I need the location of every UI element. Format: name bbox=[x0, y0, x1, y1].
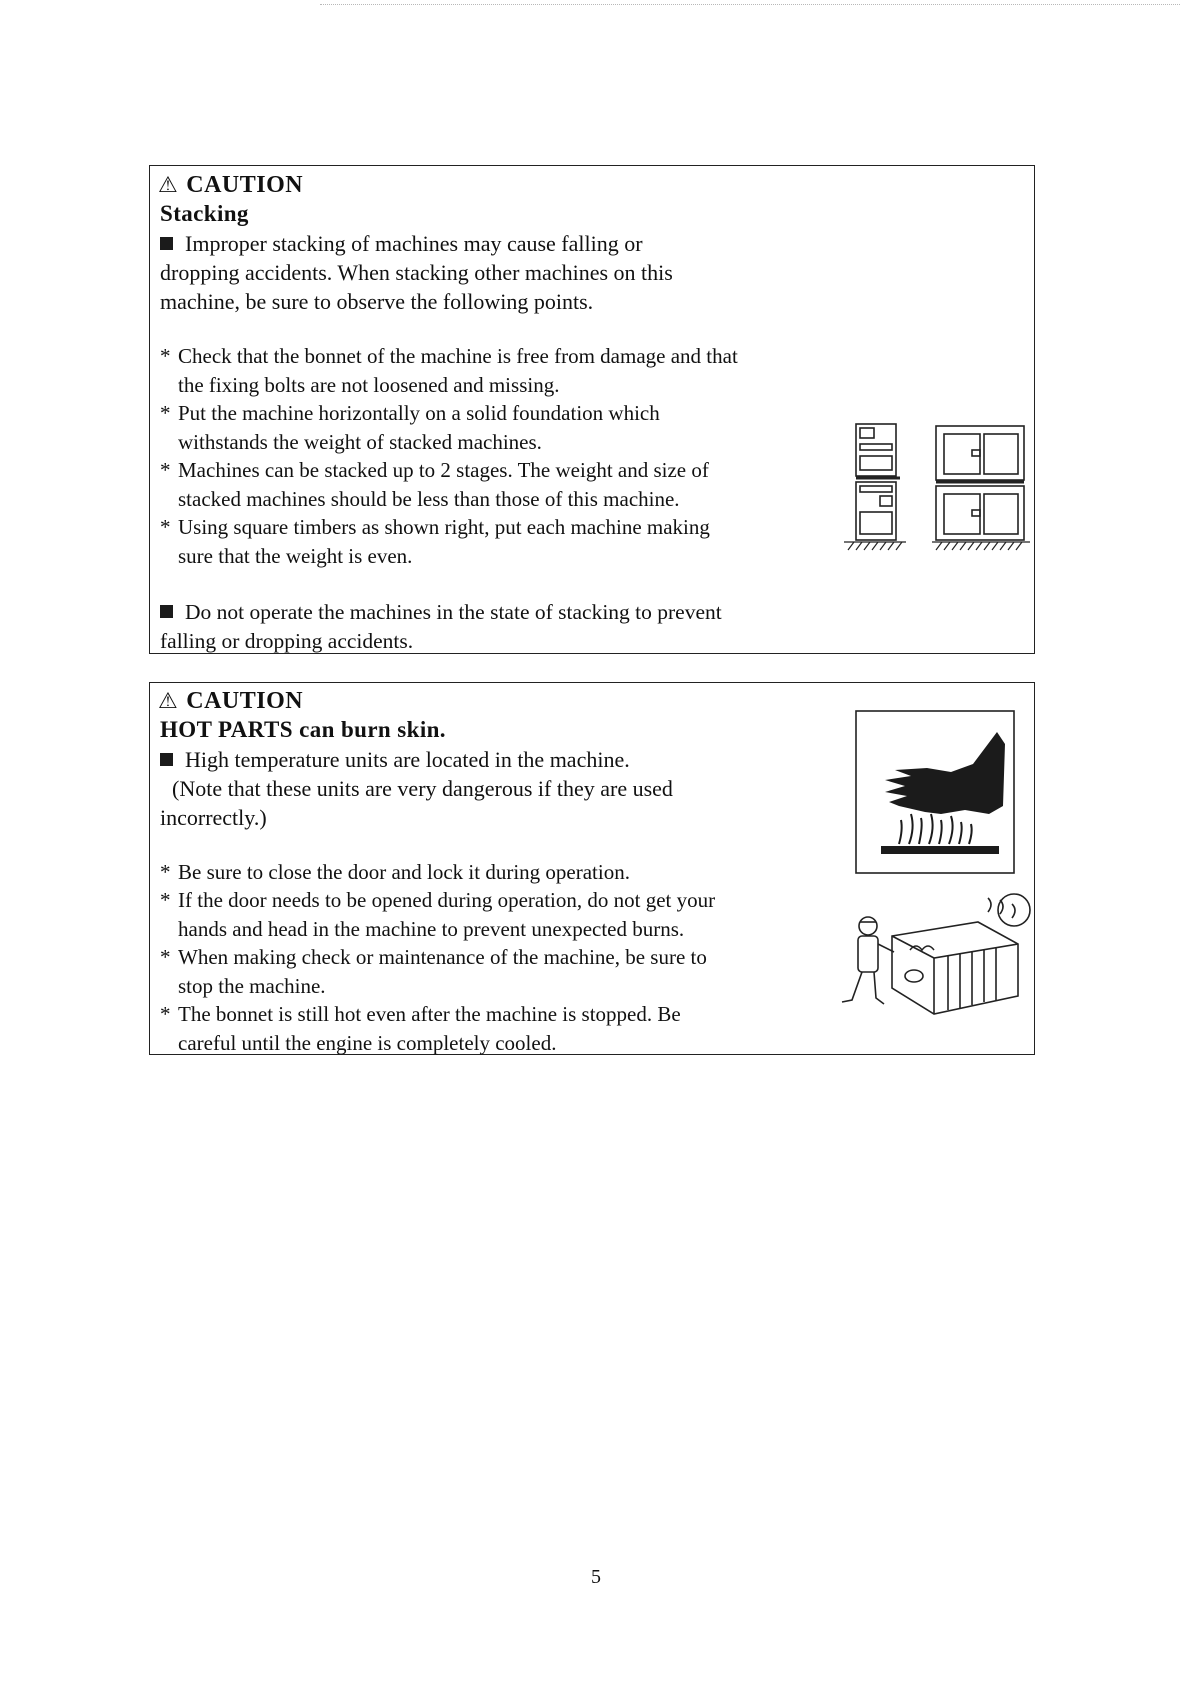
warning-line: Do not operate the machines in the state of stacking to prevent bbox=[185, 600, 722, 624]
bullet-marker: * bbox=[160, 401, 171, 425]
bullet-line: stop the machine. bbox=[178, 973, 326, 998]
intro-line: incorrectly.) bbox=[160, 805, 267, 830]
hot-parts-bullet-1 bbox=[160, 858, 848, 887]
black-square-bullet-icon bbox=[160, 605, 173, 618]
bullet-line: stacked machines should be less than those of this machine. bbox=[178, 486, 680, 511]
caution-header-2 bbox=[158, 688, 303, 715]
stacking-bullet-3 bbox=[160, 456, 858, 513]
bullet-marker: * bbox=[160, 515, 171, 539]
bullet-line: Machines can be stacked up to 2 stages. The weight and size of bbox=[178, 458, 709, 482]
intro-line: machine, be sure to observe the following points. bbox=[160, 289, 594, 314]
stacking-intro bbox=[160, 229, 673, 316]
caution-label: CAUTION bbox=[186, 172, 304, 198]
intro-line: (Note that these units are very dangerous if they are used bbox=[172, 776, 673, 801]
stacking-bullet-2 bbox=[160, 399, 858, 456]
section-title-stacking: Stacking bbox=[160, 201, 249, 226]
bullet-line: The bonnet is still hot even after the machine is stopped. Be bbox=[178, 1002, 681, 1026]
intro-line: Improper stacking of machines may cause falling or bbox=[185, 231, 643, 256]
bullet-line: careful until the engine is completely cooled. bbox=[178, 1030, 557, 1055]
bullet-marker: * bbox=[160, 860, 171, 884]
hot-parts-bullet-4 bbox=[160, 1000, 848, 1057]
bullet-line: Using square timbers as shown right, put each machine making bbox=[178, 515, 710, 539]
section-title-hot-parts: HOT PARTS can burn skin. bbox=[160, 717, 446, 742]
bullet-line: If the door needs to be opened during operation, do not get your bbox=[178, 888, 716, 912]
bullet-line: Be sure to close the door and lock it during operation. bbox=[178, 860, 630, 884]
bullet-marker: * bbox=[160, 344, 171, 368]
stacked-machines-illustration bbox=[840, 420, 1032, 560]
hot-machine-maintenance-illustration bbox=[838, 892, 1034, 1034]
caution-header-1 bbox=[158, 172, 303, 199]
caution-label: CAUTION bbox=[186, 688, 304, 714]
bullet-marker: * bbox=[160, 888, 171, 912]
bullet-marker: * bbox=[160, 945, 171, 969]
bullet-line: withstands the weight of stacked machines. bbox=[178, 429, 542, 454]
bullet-marker: * bbox=[160, 458, 171, 482]
bullet-line: sure that the weight is even. bbox=[178, 543, 413, 568]
black-square-bullet-icon bbox=[160, 753, 173, 766]
scan-artifact-dots bbox=[320, 4, 1180, 9]
warning-triangle-icon: ⚠ bbox=[158, 688, 179, 713]
bullet-line: Check that the bonnet of the machine is free from damage and that bbox=[178, 344, 738, 368]
hot-parts-intro bbox=[160, 745, 673, 832]
bullet-line: Put the machine horizontally on a solid foundation which bbox=[178, 401, 660, 425]
hot-parts-bullet-2 bbox=[160, 886, 848, 943]
stacking-warning bbox=[160, 598, 722, 656]
black-square-bullet-icon bbox=[160, 237, 173, 250]
page-number: 5 bbox=[591, 1566, 601, 1588]
stacking-bullet-4 bbox=[160, 513, 858, 570]
warning-triangle-icon: ⚠ bbox=[158, 172, 179, 197]
stacking-bullet-1 bbox=[160, 342, 858, 399]
hot-surface-hand-icon bbox=[855, 710, 1015, 874]
bullet-line: the fixing bolts are not loosened and missing. bbox=[178, 372, 560, 397]
intro-line: High temperature units are located in the machine. bbox=[185, 747, 630, 772]
bullet-line: When making check or maintenance of the machine, be sure to bbox=[178, 945, 707, 969]
hot-parts-bullet-3 bbox=[160, 943, 848, 1000]
intro-line: dropping accidents. When stacking other machines on this bbox=[160, 260, 673, 285]
warning-line: falling or dropping accidents. bbox=[160, 629, 414, 653]
bullet-marker: * bbox=[160, 1002, 171, 1026]
bullet-line: hands and head in the machine to prevent unexpected burns. bbox=[178, 916, 685, 941]
